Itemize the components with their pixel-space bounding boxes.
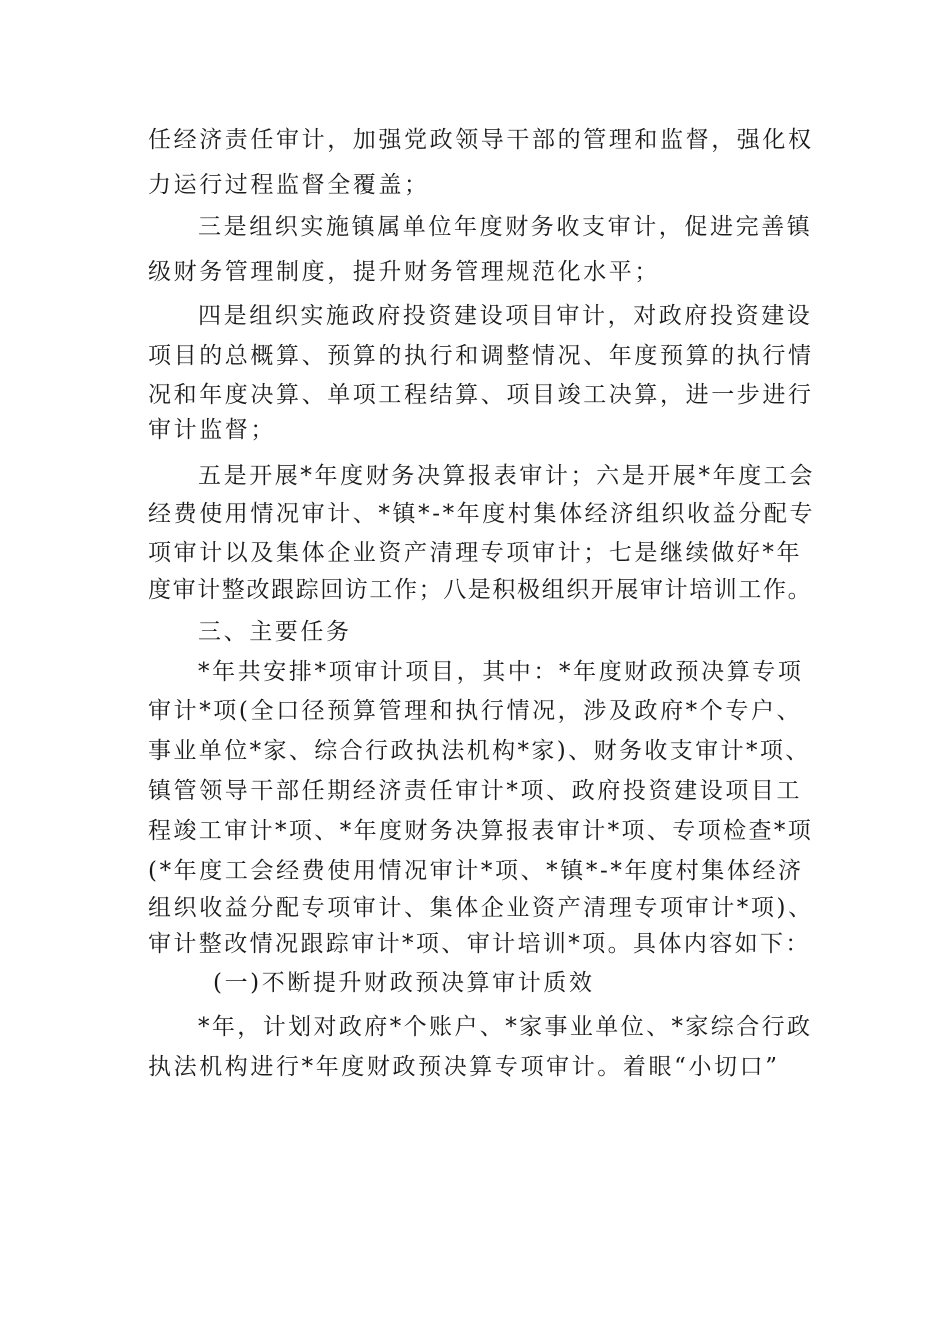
- text-line-5: 四是组织实施政府投资建设项目审计，对政府投资建设: [198, 303, 813, 329]
- text-line-1: 任经济责任审计，加强党政领导干部的管理和监督，强化权: [148, 127, 814, 153]
- text-line-24: 执法机构进行*年度财政预决算专项审计。着眼“小切口”: [148, 1054, 780, 1080]
- text-line-12: 度审计整改跟踪回访工作；八是积极组织开展审计培训工作。: [148, 577, 813, 603]
- text-line-23: *年，计划对政府*个账户、*家事业单位、*家综合行政: [198, 1014, 813, 1040]
- text-line-4: 级财务管理制度，提升财务管理规范化水平；: [148, 259, 660, 285]
- text-line-3: 三是组织实施镇属单位年度财务收支审计，促进完善镇: [198, 214, 813, 240]
- subsection-heading: (一)不断提升财政预决算审计质效: [213, 970, 595, 996]
- text-line-19: (*年度工会经费使用情况审计*项、*镇*-*年度村集体经济: [148, 858, 804, 884]
- text-line-7: 况和年度决算、单项工程结算、项目竣工决算，进一步进行: [148, 382, 814, 408]
- text-line-21: 审计整改情况跟踪审计*项、审计培训*项。具体内容如下：: [148, 931, 811, 957]
- text-line-8: 审计监督；: [148, 417, 276, 443]
- text-line-14: *年共安排*项审计项目，其中：*年度财政预决算专项: [198, 659, 804, 685]
- text-line-10: 经费使用情况审计、*镇*-*年度村集体经济组织收益分配专: [148, 501, 816, 527]
- section-heading: 三、主要任务: [198, 619, 352, 645]
- text-line-20: 组织收益分配专项审计、集体企业资产清理专项审计*项)、: [148, 895, 814, 921]
- text-line-2: 力运行过程监督全覆盖；: [148, 172, 430, 198]
- text-line-17: 镇管领导干部任期经济责任审计*项、政府投资建设项目工: [148, 778, 803, 804]
- text-line-18: 程竣工审计*项、*年度财务决算报表审计*项、专项检查*项: [148, 818, 814, 844]
- text-line-16: 事业单位*家、综合行政执法机构*家)、财务收支审计*项、: [148, 738, 811, 764]
- text-line-9: 五是开展*年度财务决算报表审计；六是开展*年度工会: [198, 463, 815, 489]
- text-line-6: 项目的总概算、预算的执行和调整情况、年度预算的执行情: [148, 343, 814, 369]
- text-line-15: 审计*项(全口径预算管理和执行情况，涉及政府*个专户、: [148, 698, 803, 724]
- text-line-11: 项审计以及集体企业资产清理专项审计；七是继续做好*年: [148, 540, 803, 566]
